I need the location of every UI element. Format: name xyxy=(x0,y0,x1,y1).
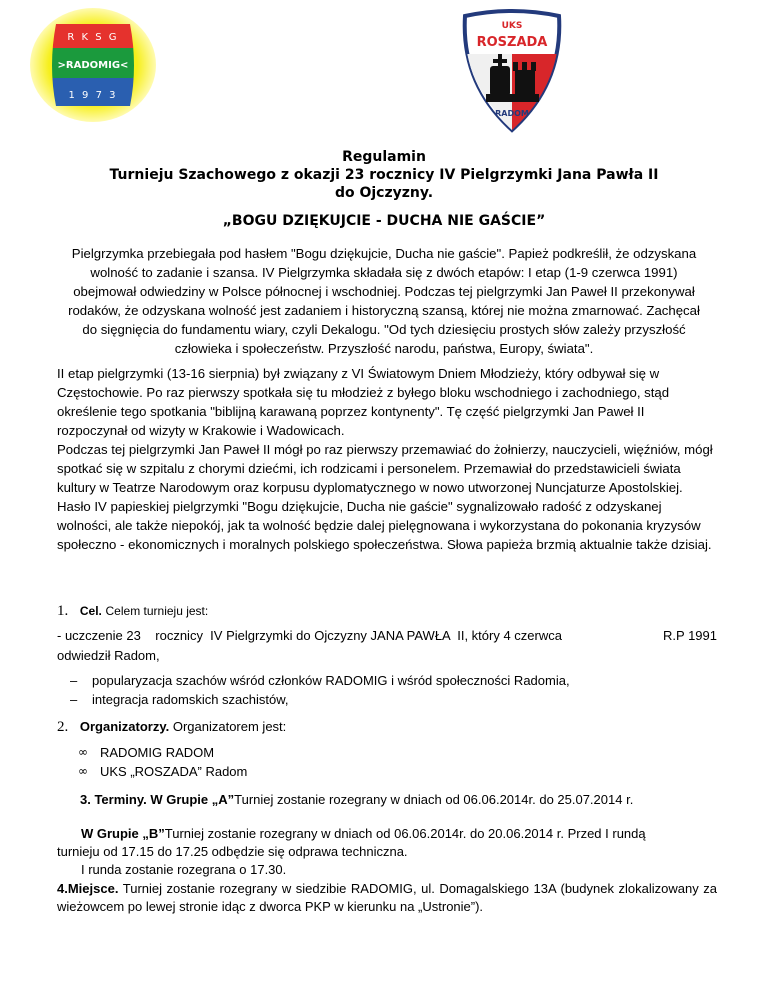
group-b-line-3: I runda zostanie rozegrana o 17.30. xyxy=(81,862,287,877)
section-4-text: Turniej zostanie rozegrany w siedzibie RADOMIG, ul. Domagalskiego 13A (budynek zlokalizowany za wieżowcem po lewej stronie idąc z dworca PKP w kierunku na „Ustronie”). xyxy=(57,881,717,914)
section-4-label: 4.Miejsce. xyxy=(57,881,119,896)
section-3-label: 3. Terminy. xyxy=(80,792,147,807)
logo-left-bottom-text: 1 9 7 3 xyxy=(68,90,118,101)
section-1-list xyxy=(70,671,570,709)
group-a-text: Turniej zostanie rozegrany w dniach od 06.06.2014r. do 25.07.2014 r. xyxy=(234,792,634,807)
title-line-1: Regulamin xyxy=(342,149,426,165)
title-line-2: Turnieju Szachowego z okazji 23 rocznicy IV Pielgrzymki Jana Pawła II xyxy=(109,167,659,183)
infinity-bullet-icon: ∞ xyxy=(78,764,88,778)
group-b-text: Turniej zostanie rozegrany w dniach od 06.06.2014r. do 20.06.2014 r. Przed I rundą xyxy=(164,826,646,841)
roszada-logo xyxy=(457,4,567,134)
body-paragraph-2: Podczas tej pielgrzymki Jan Paweł II mógł po raz pierwszy przemawiać do żołnierzy, nauczycieli, więźniów, mógł spotkać się w szpitalu z chorymi dziećmi, ich rodzicami i personelem. Przemawiał do przedstawicieli świata kultury w Teatrze Narodowym oraz korpusu dyplomatycznego w nowo utworzonej Nuncjaturze Apostolskiej. xyxy=(57,442,713,495)
section-3-terms xyxy=(80,792,633,807)
motto-heading: „BOGU DZIĘKUJCIE - DUCHA NIE GAŚCIE” xyxy=(222,213,546,229)
section-2-text: Organizatorem jest: xyxy=(172,719,287,734)
section-1-text: Celem turnieju jest: xyxy=(105,604,209,618)
group-b-block xyxy=(57,825,717,879)
dash-bullet-icon: – xyxy=(70,692,78,707)
section-1-para-c: odwiedził Radom, xyxy=(57,648,160,663)
list-item: – popularyzacja szachów wśród członków RADOMIG i wśród społeczności Radomia, xyxy=(70,673,570,688)
intro-paragraph: Pielgrzymka przebiegała pod hasłem "Bogu dziękujcie, Ducha nie gaście". Papież podkreślił, że odzyskana wolność to zadanie i szansa. IV Pielgrzymka składała się z dwóch etapów: I etap (1-9 czerwca 1991) obejmował odwiedziny w Polsce północnej i wschodniej. Podczas tej pielgrzymki Jan Paweł II przekonywał rodaków, że odzyskana wolność jest zadaniem i historyczną szansą, której nie można zmarnować. Zachęcał do sięgnięcia do fundamentu wiary, czyli Dekalogu. "Od tych dziesięciu prostych słów zależy przyszłość człowieka i społeczeństw. Przyszłość narodu, państwa, Europy, świata". xyxy=(68,246,700,356)
section-2-label: Organizatorzy. xyxy=(79,719,170,734)
section-1-para-a: - uczczenie 23 rocznicy IV Pielgrzymki do Ojczyzny JANA PAWŁA II, który 4 czerwca xyxy=(57,628,562,643)
list-item: – integracja radomskich szachistów, xyxy=(70,692,289,707)
logo-right-bottom-text: RADOM xyxy=(495,109,529,118)
section-2-list xyxy=(78,743,247,781)
title-line-3: do Ojczyzny. xyxy=(334,185,434,201)
logo-right-middle-text: ROSZADA xyxy=(476,35,548,50)
list-item: ∞ RADOMIG RADOM xyxy=(78,745,215,760)
logo-right-top-text: UKS xyxy=(501,21,523,31)
group-a-label: W Grupie „A” xyxy=(150,792,235,807)
body-paragraph-3: Hasło IV papieskiej pielgrzymki "Bogu dziękujcie, Ducha nie gaście" sygnalizowało radość z odzyskanej wolności, ale także niepokój, jak ta wolność będzie dalej pielęgnowana i wykorzystana do pokonania kryzysów społeczno - ekonomicznych i moralnych polskiego społeczeństwa. Słowa papieża brzmią aktualnie także dzisiaj. xyxy=(57,499,712,552)
section-4-place xyxy=(57,880,717,916)
body-paragraph-1: II etap pielgrzymki (13-16 sierpnia) był związany z VI Światowym Dniem Młodzieży, który odbywał się w Częstochowie. Po raz pierwszy spotkała się tu młodzież z byłego bloku wschodniego i zachodniego, stąd określenie tego spotkania "biblijną karawaną poprzez kontynenty". Tę część pielgrzymki Jan Paweł II rozpoczynał od wizyty w Krakowie i Wadowicach. xyxy=(57,366,670,438)
section-2-number: 2. xyxy=(57,719,69,735)
document-title xyxy=(60,148,708,202)
section-2-heading xyxy=(57,719,286,736)
list-item: ∞ UKS „ROSZADA” Radom xyxy=(78,764,248,779)
section-1-paragraph xyxy=(57,626,717,666)
section-1-label: Cel. xyxy=(79,604,102,618)
radomig-logo xyxy=(28,6,158,124)
logo-left-middle-text: >RADOMIG< xyxy=(57,60,129,71)
dash-bullet-icon: – xyxy=(70,673,78,688)
section-1-number: 1. xyxy=(57,603,69,619)
section-1-heading xyxy=(57,603,208,620)
group-b-line-2: turnieju od 17.15 do 17.25 odbędzie się odprawa techniczna. xyxy=(57,844,408,859)
logo-left-top-text: R K S G xyxy=(67,32,119,43)
group-b-label: W Grupie „B” xyxy=(81,826,165,841)
body-text xyxy=(57,364,717,554)
section-1-para-b: R.P 1991 xyxy=(663,628,717,643)
infinity-bullet-icon: ∞ xyxy=(78,745,88,759)
chess-rook-icon xyxy=(511,62,539,102)
